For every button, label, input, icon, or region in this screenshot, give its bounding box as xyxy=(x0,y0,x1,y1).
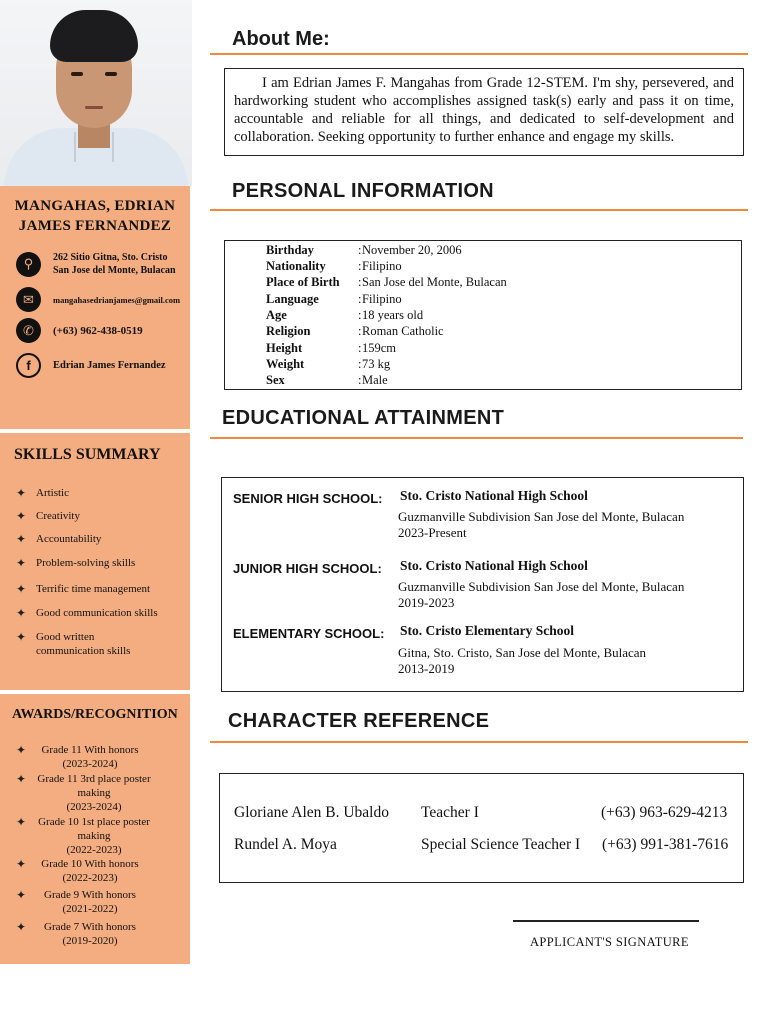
signature-line xyxy=(513,920,699,922)
reference-position: Special Science Teacher I xyxy=(421,836,581,853)
education-level: JUNIOR HIGH SCHOOL: xyxy=(233,561,382,576)
info-label: Nationality xyxy=(266,259,326,273)
school-details: Guzmanville Subdivision San Jose del Monte, Bulacan 2019-2023 xyxy=(398,579,685,610)
education-level: ELEMENTARY SCHOOL: xyxy=(233,626,385,641)
location-pin-icon: ⚲ xyxy=(16,252,41,277)
about-title: About Me: xyxy=(232,28,330,50)
reference-box xyxy=(219,773,744,883)
star-bullet-icon: ✦ xyxy=(16,857,27,871)
info-value: 73 kg xyxy=(362,357,391,371)
info-label: Height xyxy=(266,341,303,355)
star-bullet-icon: ✦ xyxy=(16,606,27,620)
contact-phone[interactable]: ✆ (+63) 962-438-0519 xyxy=(16,318,143,343)
info-label: Religion xyxy=(266,324,311,338)
personal-title: PERSONAL INFORMATION xyxy=(232,180,494,202)
info-value: 18 years old xyxy=(362,308,424,322)
reference-rule xyxy=(210,741,748,743)
star-bullet-icon: ✦ xyxy=(16,743,27,757)
school-details: Gitna, Sto. Cristo, San Jose del Monte, Bulacan 2013-2019 xyxy=(398,645,647,676)
school-name: Sto. Cristo Elementary School xyxy=(400,623,574,638)
reference-phone: (+63) 963-629-4213 xyxy=(601,804,728,821)
info-label: Birthday xyxy=(266,243,314,257)
personal-rule xyxy=(210,209,748,211)
phone-icon: ✆ xyxy=(16,318,41,343)
school-name: Sto. Cristo National High School xyxy=(400,558,588,573)
facebook-icon: f xyxy=(16,353,41,378)
reference-position: Teacher I xyxy=(421,804,479,821)
education-title: EDUCATIONAL ATTAINMENT xyxy=(222,407,505,429)
info-label: Place of Birth xyxy=(266,275,340,289)
education-rule xyxy=(210,437,743,439)
star-bullet-icon: ✦ xyxy=(16,556,27,570)
info-value: Filipino xyxy=(362,259,402,273)
info-label: Age xyxy=(266,308,287,322)
info-value: 159cm xyxy=(362,341,397,355)
star-bullet-icon: ✦ xyxy=(16,815,27,829)
star-bullet-icon: ✦ xyxy=(16,532,27,546)
info-label: Language xyxy=(266,292,319,306)
reference-name: Rundel A. Moya xyxy=(234,836,337,853)
skills-title: SKILLS SUMMARY xyxy=(14,446,161,463)
info-value: November 20, 2006 xyxy=(362,243,462,257)
reference-phone: (+63) 991-381-7616 xyxy=(602,836,729,853)
profile-photo xyxy=(0,0,192,186)
school-name: Sto. Cristo National High School xyxy=(400,488,588,503)
info-value: San Jose del Monte, Bulacan xyxy=(362,275,507,289)
contact-email[interactable]: ✉ mangahasedrianjames@gmail.com xyxy=(16,287,180,312)
envelope-icon: ✉ xyxy=(16,287,41,312)
signature-label: APPLICANT'S SIGNATURE xyxy=(530,935,689,949)
about-text: I am Edrian James F. Mangahas from Grade 12-STEM. I'm shy, persevered, and hardworking student who accomplishes assigned task(s) early and pass it on time, accountable and reliable for all things, and dedicated to self-development and collaboration. Seeking opportunity to further enhance and engage my skills. xyxy=(234,75,734,145)
contact-facebook[interactable]: f Edrian James Fernandez xyxy=(16,353,166,378)
awards-title: AWARDS/RECOGNITION xyxy=(12,707,178,722)
info-value: Filipino xyxy=(362,292,402,306)
star-bullet-icon: ✦ xyxy=(16,630,27,644)
info-value: Male xyxy=(362,373,388,387)
contact-address: ⚲ 262 Sitio Gitna, Sto. Cristo San Jose del Monte, Bulacan xyxy=(16,251,176,277)
education-level: SENIOR HIGH SCHOOL: xyxy=(233,491,383,506)
info-value: Roman Catholic xyxy=(362,324,444,338)
info-label: Sex xyxy=(266,373,285,387)
star-bullet-icon: ✦ xyxy=(16,582,27,596)
about-rule xyxy=(210,53,748,55)
school-details: Guzmanville Subdivision San Jose del Monte, Bulacan 2023-Present xyxy=(398,509,685,540)
star-bullet-icon: ✦ xyxy=(16,486,27,500)
info-label: Weight xyxy=(266,357,305,371)
reference-title: CHARACTER REFERENCE xyxy=(228,710,490,732)
reference-name: Gloriane Alen B. Ubaldo xyxy=(234,804,389,821)
applicant-name: MANGAHAS, EDRIAN JAMES FERNANDEZ xyxy=(14,198,176,234)
star-bullet-icon: ✦ xyxy=(16,509,27,523)
star-bullet-icon: ✦ xyxy=(16,772,27,786)
star-bullet-icon: ✦ xyxy=(16,888,27,902)
star-bullet-icon: ✦ xyxy=(16,920,27,934)
